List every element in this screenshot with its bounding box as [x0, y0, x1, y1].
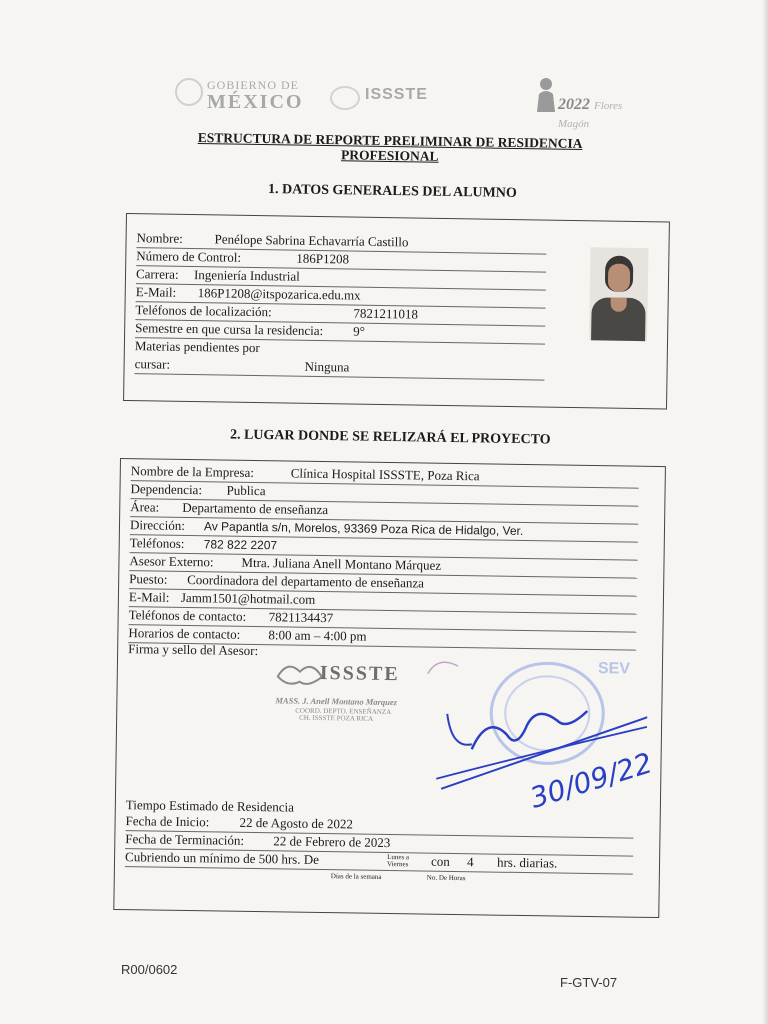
issste-seal-icon [330, 86, 360, 110]
materias-row: cursar: Ninguna [134, 356, 544, 380]
telefonos-row: Teléfonos: 782 822 2207 [130, 535, 638, 561]
footer-left-code: R00/0602 [121, 962, 178, 977]
tiempo-label: Tiempo Estimado de Residencia [125, 797, 295, 815]
document-title: ESTRUCTURA DE REPORTE PRELIMINAR DE RESIDENCIA PROFESIONAL [197, 129, 583, 164]
header-logos [175, 70, 635, 130]
carrera-row: Carrera: Ingeniería Industrial [136, 266, 546, 290]
inicio-row: Fecha de Inicio: 22 de Agosto de 2022 [125, 813, 633, 839]
stamp-clinic-text: CH. ISSSTE POZA RICA [299, 713, 374, 723]
gobierno-seal-icon [175, 78, 203, 106]
semestre-row: Semestre en que cursa la residencia: 9° [135, 320, 545, 344]
nombre-row: Nombre: Penélope Sabrina Echavarría Castillo [136, 230, 546, 254]
horarios-row: Horarios de contacto: 8:00 am – 4:00 pm [128, 625, 636, 651]
signature-date: 30/09/22 [526, 746, 657, 815]
gobierno-logo: GOBIERNO DE MÉXICO [207, 78, 304, 113]
cubriendo-row: Cubriendo un mínimo de 500 hrs. De Lunes a Viernes con 4 hrs. diarias. [125, 849, 633, 875]
company-data-box [113, 458, 666, 918]
area-row: Área: Departamento de enseñanza [130, 499, 638, 525]
stamp-issste-text: ISSSTE [319, 661, 400, 686]
portrait-icon [535, 76, 557, 112]
asesor-row: Asesor Externo: Mtra. Juliana Anell Montano Márquez [129, 553, 637, 579]
stamp-name-text: MASS. J. Anell Montano Marquez [275, 695, 398, 708]
firma-label: Firma y sello del Asesor: [128, 641, 259, 659]
section2-heading: 2. LUGAR DONDE SE RELIZARÁ EL PROYECTO [229, 427, 551, 448]
student-data-box [123, 213, 670, 410]
stamp-dept-text: COORD. DEPTO. ENSEÑANZA [295, 706, 392, 717]
empresa-row: Nombre de la Empresa: Clínica Hospital ISSSTE, Poza Rica [131, 463, 639, 489]
telefono-row: Teléfonos de localización: 7821211018 [135, 302, 545, 326]
email-row: E-Mail: 186P1208@itspozarica.edu.mx [136, 284, 546, 308]
horas-caption: No. De Horas [426, 873, 466, 883]
email-contacto-row: E-Mail: Jamm1501@hotmail.com [129, 589, 637, 615]
signature-stamp-area [266, 651, 657, 815]
student-photo [589, 247, 648, 341]
control-row: Número de Control: 186P1208 [136, 248, 546, 272]
direccion-row: Dirección: Av Papantla s/n, Morelos, 93369 Poza Rica de Hidalgo, Ver. [130, 517, 638, 543]
footer-right-code: F-GTV-07 [560, 975, 618, 990]
dependencia-row: Dependencia: Publica [130, 481, 638, 507]
year-2022-logo: 2022 Flores Magón [558, 96, 623, 130]
section1-heading: 1. DATOS GENERALES DEL ALUMNO [267, 182, 517, 201]
stamp-sev-text: SEV [597, 660, 631, 678]
tel-contacto-row: Teléfonos de contacto: 7821134437 [129, 607, 637, 633]
issste-logo: ISSSTE [365, 86, 428, 103]
dias-caption: Días de la semana [330, 872, 382, 881]
termino-row: Fecha de Terminación: 22 de Febrero de 2023 [125, 831, 633, 857]
puesto-row: Puesto: Coordinadora del departamento de enseñanza [129, 571, 637, 597]
materias-label-row: Materias pendientes por [134, 338, 260, 356]
